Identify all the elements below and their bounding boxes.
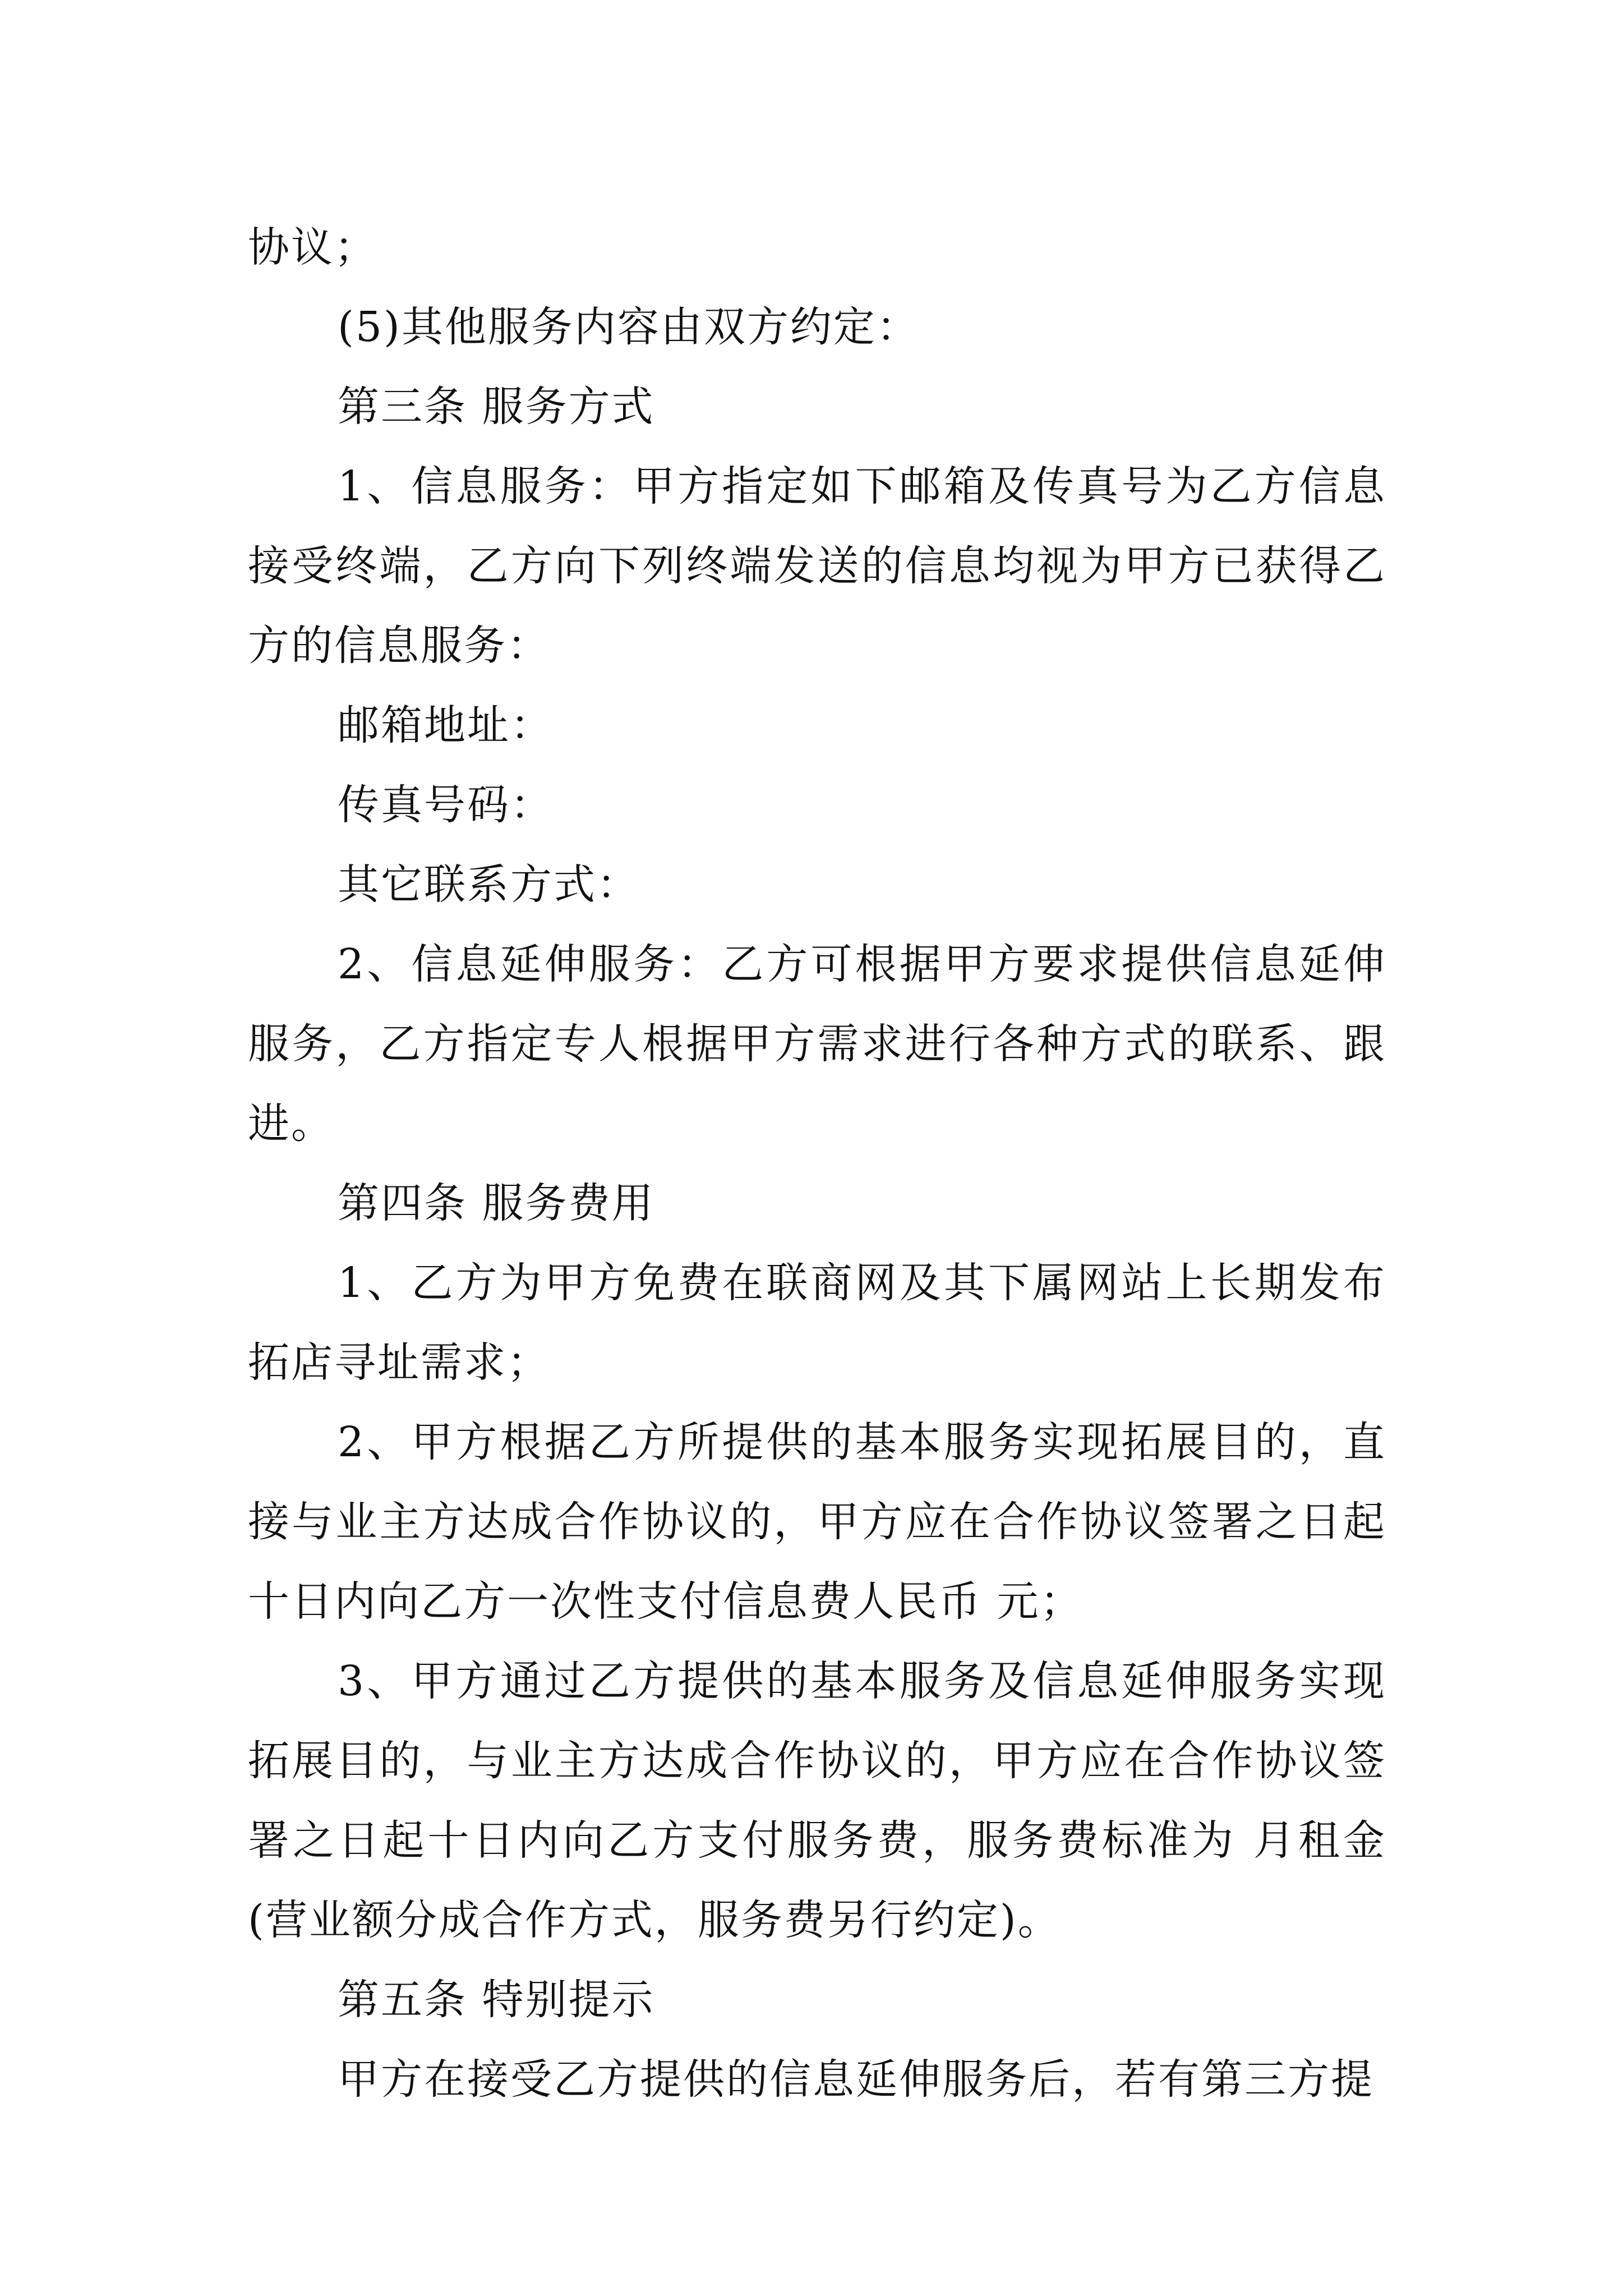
- field-fax-number: 传真号码：: [338, 781, 554, 829]
- paragraph-info-service: 1、信息服务：甲方指定如下邮箱及传真号为乙方信息接受终端，乙方向下列终端发送的信息均视为甲方已获得乙方的信息服务：: [248, 462, 1386, 670]
- paragraph-fee-1: 1、乙方为甲方免费在联商网及其下属网站上长期发布拓店寻址需求；: [248, 1259, 1386, 1387]
- section-heading-3: 第三条 服务方式: [338, 383, 655, 431]
- paragraph-continuation: 协议；: [248, 223, 377, 272]
- document-body: [248, 208, 1386, 2119]
- section-heading-5: 第五条 特别提示: [338, 1976, 655, 2024]
- section-heading-4: 第四条 服务费用: [338, 1179, 655, 1227]
- paragraph-fee-2: 2、甲方根据乙方所提供的基本服务实现拓展目的，直接与业主方达成合作协议的，甲方应在合作协议签署之日起十日内向乙方一次性支付信息费人民币 元；: [248, 1418, 1386, 1626]
- paragraph-special-notice: 甲方在接受乙方提供的信息延伸服务后，若有第三方提: [338, 2055, 1374, 2104]
- paragraph-extended-service: 2、信息延伸服务：乙方可根据甲方要求提供信息延伸服务，乙方指定专人根据甲方需求进行各种方式的联系、跟进。: [248, 940, 1386, 1148]
- paragraph-item-5: (5)其他服务内容由双方约定：: [338, 303, 920, 351]
- field-email-address: 邮箱地址：: [338, 701, 554, 749]
- field-other-contact: 其它联系方式：: [338, 861, 640, 909]
- paragraph-fee-3: 3、甲方通过乙方提供的基本服务及信息延伸服务实现拓展目的，与业主方达成合作协议的，甲方应在合作协议签署之日起十日内向乙方支付服务费，服务费标准为 月租金(营业额分成合作方式，服务费另行约定)。: [248, 1657, 1386, 1944]
